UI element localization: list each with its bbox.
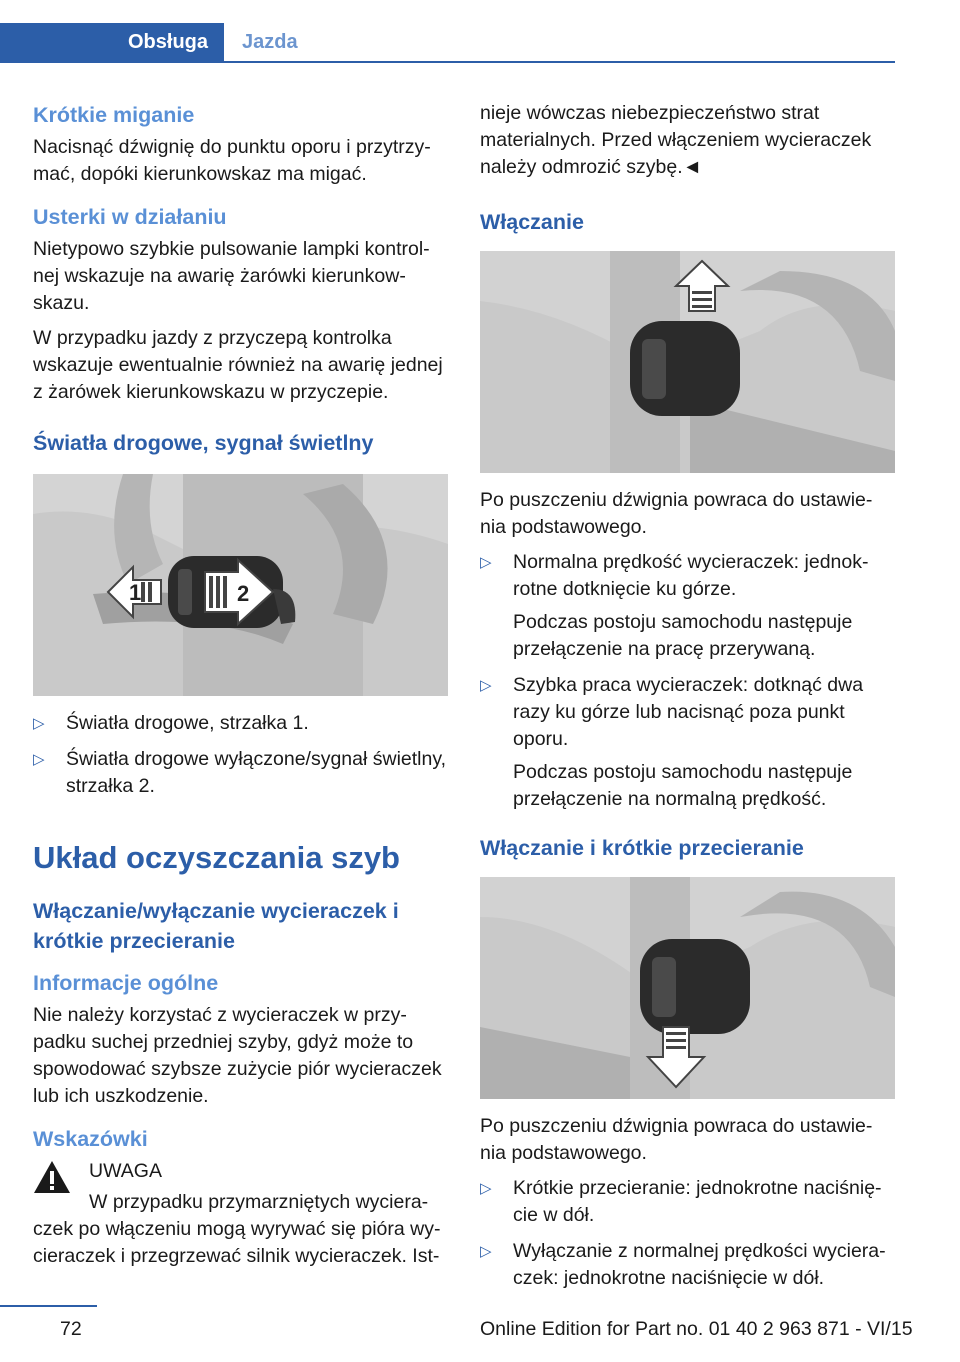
figure-wiper-up	[480, 251, 895, 473]
heading-usterki: Usterki w działaniu	[33, 205, 227, 229]
list-item-note: Podczas postoju samochodu następuje przełączenie na pracę przerywaną.	[513, 611, 853, 660]
heading-wlaczanie-wylaczanie: Włączanie/wyłączanie wycieraczek i krótkie przecieranie	[33, 899, 399, 953]
paragraph: Nie należy korzystać z wycieraczek w przy-padku suchej przedniej szyby, gdyż może to spowodować szybsze zużycie piór wycieraczek lub ich uszkodzenie.	[33, 1004, 442, 1107]
list-item-text: Wyłączanie z normalnej prędkości wyciera-czek: jednokrotne naciśnięcie w dół.	[513, 1240, 886, 1289]
tab-obsluga[interactable]	[0, 23, 224, 61]
heading-krotkie-miganie: Krótkie miganie	[33, 103, 195, 127]
heading-wlaczanie: Włączanie	[480, 210, 584, 234]
left-column	[33, 100, 448, 1278]
paragraph: Po puszczeniu dźwignia powraca do ustawie-nia podstawowego.	[480, 489, 873, 538]
heading-wlaczanie-krotkie: Włączanie i krótkie przecieranie	[480, 836, 804, 860]
triangle-bullet-icon: ▷	[480, 1180, 492, 1197]
chapter-title: Układ oczyszczania szyb	[33, 840, 400, 875]
bullet-list	[480, 549, 895, 813]
figure-wiper-down	[480, 877, 895, 1099]
list-item	[480, 672, 895, 813]
figure-label-2: 2	[237, 581, 250, 606]
list-item	[33, 710, 448, 737]
list-item	[480, 1238, 895, 1292]
paragraph: nieje wówczas niebezpieczeństwo strat materialnych. Przed włączeniem wycieraczek należy odmrozić szybę.◄	[480, 102, 872, 178]
triangle-bullet-icon: ▷	[480, 554, 492, 571]
edition-text: Online Edition for Part no. 01 40 2 963 871 - VI/15	[480, 1318, 913, 1340]
list-item-text: Szybka praca wycieraczek: dotknąć dwa razy ku górze lub nacisnąć poza punkt oporu.	[513, 674, 864, 750]
list-item-text: Światła drogowe, strzałka 1.	[66, 712, 309, 734]
bullet-list	[480, 1175, 895, 1292]
right-column	[480, 100, 895, 1301]
triangle-bullet-icon: ▷	[33, 715, 45, 732]
heading-wskazowki: Wskazówki	[33, 1127, 148, 1151]
list-item-text: Normalna prędkość wycieraczek: jednok-rotne dotknięcie ku górze.	[513, 551, 869, 600]
warning-box	[33, 1158, 448, 1270]
tab-label: Jazda	[242, 30, 298, 53]
heading-swiatla-drogowe: Światła drogowe, sygnał świetlny	[33, 431, 374, 455]
list-item	[33, 746, 448, 800]
triangle-bullet-icon: ▷	[33, 751, 45, 768]
header-tabs	[0, 23, 895, 63]
list-item-text: Światła drogowe wyłączone/sygnał świetlny, strzałka 2.	[66, 748, 447, 797]
warning-label: UWAGA	[89, 1160, 162, 1182]
tab-label: Obsługa	[127, 30, 208, 53]
list-item	[480, 1175, 895, 1229]
tab-jazda[interactable]	[224, 23, 298, 61]
header-rule	[0, 61, 895, 63]
list-item	[480, 549, 895, 663]
paragraph: Po puszczeniu dźwignia powraca do ustawie-nia podstawowego.	[480, 1115, 873, 1164]
paragraph: Nacisnąć dźwignię do punktu oporu i przytrzy-mać, dopóki kierunkowskaz ma migać.	[33, 136, 431, 185]
bullet-list	[33, 710, 448, 800]
footer-rule	[0, 1305, 97, 1307]
list-item-text: Krótkie przecieranie: jednokrotne naciśnię-cie w dół.	[513, 1177, 882, 1226]
figure-label-1: 1	[129, 580, 142, 605]
warning-text: W przypadku przymarzniętych wyciera-czek po włączeniu mogą wyrywać się pióra wy-cieraczek i przegrzewać silnik wycieraczek. Ist-	[33, 1191, 441, 1267]
figure-light-stalk	[33, 474, 448, 696]
triangle-bullet-icon: ▷	[480, 1243, 492, 1260]
list-item-note: Podczas postoju samochodu następuje przełączenie na normalną prędkość.	[513, 761, 853, 810]
warning-triangle-icon	[33, 1160, 71, 1194]
triangle-bullet-icon: ▷	[480, 677, 492, 694]
paragraph: W przypadku jazdy z przyczepą kontrolka wskazuje ewentualnie również na awarię jednej z żarówek kierunkowskazu w przyczepie.	[33, 327, 443, 403]
heading-informacje-ogolne: Informacje ogólne	[33, 971, 219, 995]
paragraph: Nietypowo szybkie pulsowanie lampki kontrol-nej wskazuje na awarię żarówki kierunkow-skazu.	[33, 238, 430, 314]
page-number: 72	[60, 1318, 82, 1340]
